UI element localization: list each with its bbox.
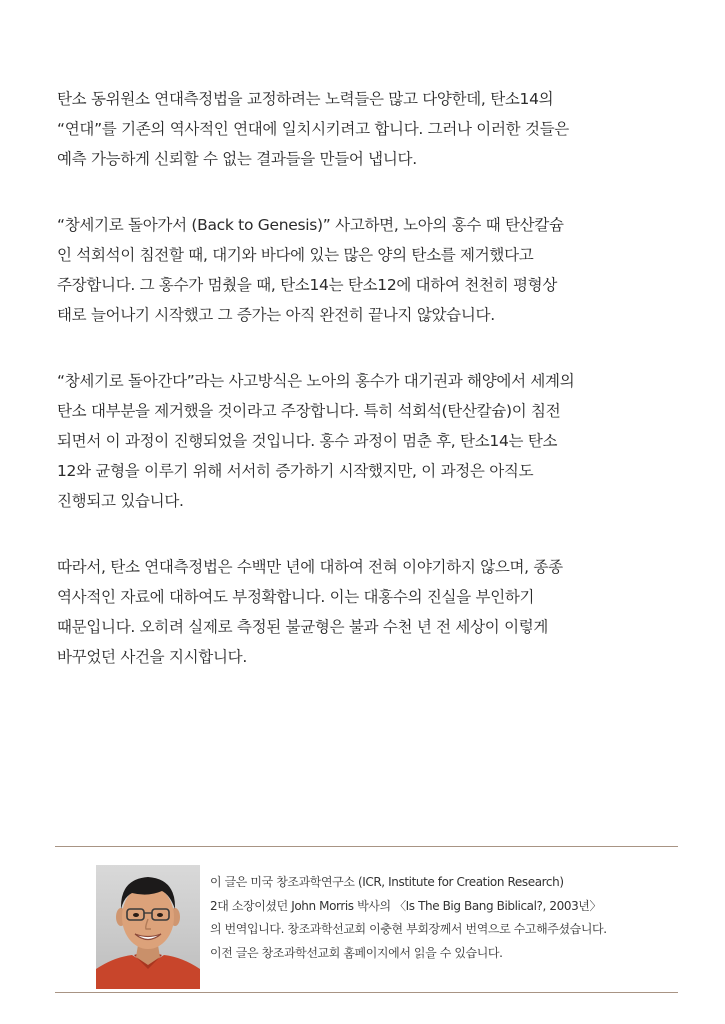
paragraph-1: [57, 84, 687, 174]
text-line: 12와 균형을 이루기 위해 서서히 증가하기 시작했지만, 이 과정은 아직도: [57, 462, 534, 480]
text-line: 때문입니다. 오히려 실제로 측정된 불균형은 불과 수천 년 전 세상이 이렇게: [57, 618, 549, 636]
text-line: 탄소 대부분을 제거했을 것이라고 주장합니다. 특히 석회석(탄산칼슘)이 침전: [57, 402, 561, 420]
text-line: 예측 가능하게 신뢰할 수 없는 결과들을 만들어 냅니다.: [57, 150, 417, 168]
bio-line: 2대 소장이셨던 John Morris 박사의 〈Is The Big Bang Biblical?, 2003년〉: [210, 898, 602, 913]
paragraph-2: [57, 210, 687, 330]
author-footer: [55, 846, 678, 993]
author-portrait-illustration: [96, 865, 200, 989]
author-photo: [96, 865, 200, 989]
text-line: 역사적인 자료에 대하여도 부정확합니다. 이는 대홍수의 진실을 부인하기: [57, 588, 535, 606]
bio-line: 의 번역입니다. 창조과학선교회 이충현 부회장께서 번역으로 수고해주셨습니다.: [210, 922, 607, 936]
text-line: “창세기로 돌아가서 (Back to Genesis)” 사고하면, 노아의 홍수 때 탄산칼슘: [57, 216, 564, 234]
article-body: [57, 84, 687, 708]
author-bio: [210, 871, 680, 965]
text-line: 탄소 동위원소 연대측정법을 교정하려는 노력들은 많고 다양한데, 탄소14의: [57, 90, 554, 108]
text-line: 인 석회석이 침전할 때, 대기와 바다에 있는 많은 양의 탄소를 제거했다고: [57, 246, 534, 264]
text-line: 주장합니다. 그 홍수가 멈췄을 때, 탄소14는 탄소12에 대하여 천천히 평형상: [57, 276, 557, 294]
bio-line: 이 글은 미국 창조과학연구소 (ICR, Institute for Creation Research): [210, 875, 564, 889]
text-line: 따라서, 탄소 연대측정법은 수백만 년에 대하여 전혀 이야기하지 않으며, 종종: [57, 558, 563, 576]
text-line: 되면서 이 과정이 진행되었을 것입니다. 홍수 과정이 멈춘 후, 탄소14는 탄소: [57, 432, 558, 450]
bio-line: 이전 글은 창조과학선교회 홈페이지에서 읽을 수 있습니다.: [210, 945, 503, 960]
text-line: “연대”를 기존의 역사적인 연대에 일치시키려고 합니다. 그러나 이러한 것들은: [57, 120, 569, 138]
paragraph-4: [57, 552, 687, 672]
text-line: “창세기로 돌아간다”라는 사고방식은 노아의 홍수가 대기권과 해양에서 세계의: [57, 372, 575, 390]
text-line: 태로 늘어나기 시작했고 그 증가는 아직 완전히 끝나지 않았습니다.: [57, 306, 495, 324]
paragraph-3: [57, 366, 687, 516]
text-line: 바꾸었던 사건을 지시합니다.: [57, 648, 247, 666]
text-line: 진행되고 있습니다.: [57, 492, 184, 510]
